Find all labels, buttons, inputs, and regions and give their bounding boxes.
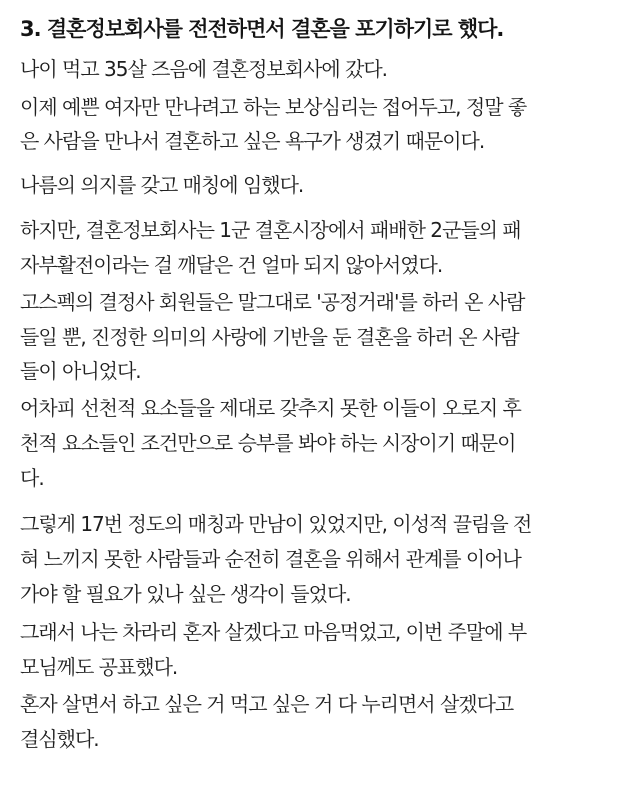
text-line: 자부활전이라는 걸 깨달은 건 얼마 되지 않아서였다. (20, 253, 443, 277)
text-line: 은 사람을 만나서 결혼하고 싶은 욕구가 생겼기 때문이다. (20, 129, 485, 153)
text-line: 나이 먹고 35살 즈음에 결혼정보회사에 갔다. (20, 57, 388, 81)
text-line: 그래서 나는 차라리 혼자 살겠다고 마음먹었고, 이번 주말에 부 (20, 620, 527, 644)
section-heading: 3. 결혼정보회사를 전전하면서 결혼을 포기하기로 했다. (20, 17, 504, 41)
text-line: 들일 뿐, 진정한 의미의 사랑에 기반을 둔 결혼을 하러 온 사람 (20, 325, 519, 349)
text-line: 하지만, 결혼정보회사는 1군 결혼시장에서 패배한 2군들의 패 (20, 218, 521, 242)
text-line: 혀 느끼지 못한 사람들과 순전히 결혼을 위해서 관계를 이어나 (20, 547, 521, 571)
text-line: 가야 할 필요가 있나 싶은 생각이 들었다. (20, 582, 351, 606)
text-line: 혼자 살면서 하고 싶은 거 먹고 싶은 거 다 누리면서 살겠다고 (20, 692, 514, 716)
text-line: 이제 예쁜 여자만 만나려고 하는 보상심리는 접어두고, 정말 좋 (20, 95, 527, 119)
text-line: 나름의 의지를 갖고 매칭에 임했다. (20, 173, 304, 197)
text-line: 결심했다. (20, 727, 99, 751)
text-line: 모님께도 공표했다. (20, 655, 178, 679)
text-line: 고스펙의 결정사 회원들은 말그대로 '공정거래'를 하러 온 사람 (20, 290, 525, 314)
text-line: 천적 요소들인 조건만으로 승부를 봐야 하는 시장이기 때문이 (20, 431, 516, 455)
text-line: 다. (20, 466, 44, 490)
text-line: 그렇게 17번 정도의 매칭과 만남이 있었지만, 이성적 끌림을 전 (20, 512, 532, 536)
text-line: 들이 아니었다. (20, 359, 141, 383)
text-line: 어차피 선천적 요소들을 제대로 갖추지 못한 이들이 오로지 후 (20, 396, 521, 420)
